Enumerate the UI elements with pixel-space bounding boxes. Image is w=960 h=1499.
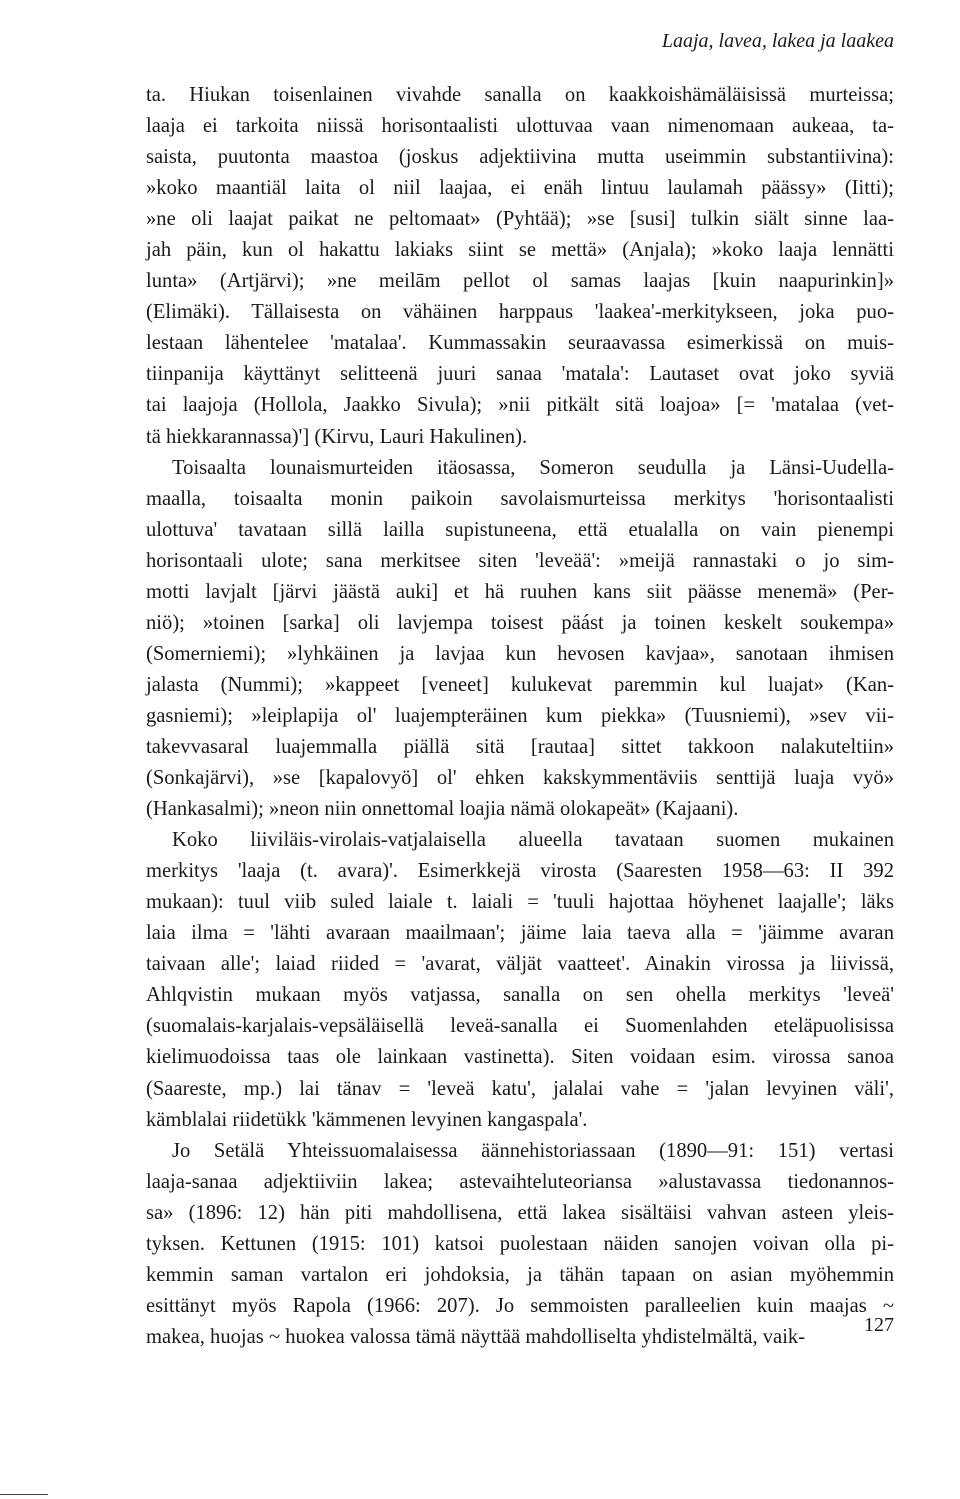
text-line: mukaan): tuul viib suled laiale t. laiali = 'tuuli hajottaa höyhenet laajalle'; läks xyxy=(146,891,894,914)
text-line: tyksen. Kettunen (1915: 101) katsoi puolestaan näiden sanojen voivan olla pi- xyxy=(146,1232,894,1255)
text-line: gasniemi); »leiplapija ol' luajempteräinen kum piekka» (Tuusniemi), »sev vii- xyxy=(146,704,894,727)
text-line: kämblalai riidetükk 'kämmenen levyinen kangaspala'. xyxy=(146,1108,588,1131)
text-line: »koko maantiäl laita ol niil laajaa, ei enäh lintuu laulamah päässy» (Iitti); xyxy=(146,177,894,200)
text-line: (Somerniemi); »lyhkäinen ja lavjaa kun hevosen kavjaa», sanotaan ihmisen xyxy=(146,642,894,665)
text-line: merkitys 'laaja (t. avara)'. Esimerkkejä virosta (Saaresten 1958—63: II 392 xyxy=(146,860,894,883)
text-line: (Elimäki). Tällaisesta on vähäinen harppaus 'laakea'-merkitykseen, joka puo- xyxy=(146,301,894,324)
text-line: (Sonkajärvi), »se [kapalovyö] ol' ehken kakskymmentäviis senttijä luaja vyö» xyxy=(146,767,894,790)
text-line: Koko liiviläis-virolais-vatjalaisella alueella tavataan suomen mukainen xyxy=(172,829,894,852)
text-line: laia ilma = 'lähti avaraan maailmaan'; jäime laia taeva alla = 'jäimme avaran xyxy=(146,922,894,945)
text-line: taivaan alle'; laiad riided = 'avarat, väljät vaatteet'. Ainakin virossa ja liivissä, xyxy=(146,953,894,976)
text-line: takevvasaral luajemmalla piällä sitä [rautaa] sittet takkoon nalakuteltiin» xyxy=(146,735,894,758)
text-line: tä hiekkarannassa)'] (Kirvu, Lauri Hakulinen). xyxy=(146,425,528,448)
page-number: 127 xyxy=(864,1314,894,1336)
text-line: kielimuodoissa taas ole lainkaan vastinetta). Siten voidaan esim. virossa sanoa xyxy=(146,1046,894,1069)
text-line: esittänyt myös Rapola (1966: 207). Jo semmoisten paralleelien kuin maajas ~ xyxy=(146,1294,894,1317)
body-text xyxy=(146,80,894,1353)
text-line: jalasta (Nummi); »kappeet [veneet] kulukevat paremmin kul luajat» (Kan- xyxy=(146,673,894,696)
running-header: Laaja, lavea, lakea ja laakea xyxy=(661,30,894,52)
text-line: (suomalais-karjalais-vepsäläisellä leveä-sanalla ei Suomenlahden eteläpuolisissa xyxy=(146,1015,894,1038)
text-line: Ahlqvistin mukaan myös vatjassa, sanalla on sen ohella merkitys 'leveä' xyxy=(146,984,894,1007)
text-line: saista, puutonta maastoa (joskus adjektiivina mutta useimmin substantiivina): xyxy=(146,146,894,169)
text-line: makea, huojas ~ huokea valossa tämä näyttää mahdolliselta yhdistelmältä, vaik- xyxy=(146,1325,806,1348)
text-line: tiinpanija käyttänyt selitteenä juuri sanaa 'matala': Lautaset ovat joko syviä xyxy=(146,363,894,386)
text-line: laaja-sanaa adjektiiviin lakea; astevaihteluteoriansa »alustavassa tiedonannos- xyxy=(146,1170,894,1193)
text-line: sa» (1896: 12) hän piti mahdollisena, että lakea sisältäisi vahvan asteen yleis- xyxy=(146,1201,894,1224)
text-line: Jo Setälä Yhteissuomalaisessa äännehistoriassaan (1890—91: 151) vertasi xyxy=(172,1139,894,1162)
text-line: kemmin saman vartalon eri johdoksia, ja tähän tapaan on asian myöhemmin xyxy=(146,1263,894,1286)
text-line: »ne oli laajat paikat ne peltomaat» (Pyhtää); »se [susi] tulkin siält sinne laa- xyxy=(146,208,894,231)
footer-rule xyxy=(0,1494,48,1495)
text-line: tai laajoja (Hollola, Jaakko Sivula); »nii pitkält sitä loajoa» [= 'matalaa (vet- xyxy=(146,394,894,417)
text-line: ta. Hiukan toisenlainen vivahde sanalla on kaakkoishämäläisissä murteissa; xyxy=(146,84,894,106)
text-line: laaja ei tarkoita niissä horisontaalisti ulottuvaa vaan nimenomaan aukeaa, ta- xyxy=(146,115,894,138)
text-line: horisontaali ulote; sana merkitsee siten 'leveää': »meijä rannastaki o jo sim- xyxy=(146,549,894,572)
text-line: jah päin, kun ol hakattu lakiaks siint se mettä» (Anjala); »koko laaja lennätti xyxy=(146,239,894,262)
text-line: (Saareste, mp.) lai tänav = 'leveä katu', jalalai vahe = 'jalan levyinen väli', xyxy=(146,1077,894,1100)
text-line: motti lavjalt [järvi jäästä auki] et hä ruuhen kans siit päässe menemä» (Per- xyxy=(146,580,894,603)
text-line: ulottuva' tavataan sillä lailla supistuneena, että etualalla on vain pienempi xyxy=(146,518,894,541)
text-line: maalla, toisaalta monin paikoin savolaismurteissa merkitys 'horisontaalisti xyxy=(146,487,894,510)
text-line: lestaan lähentelee 'matalaa'. Kummassakin seuraavassa esimerkissä on muis- xyxy=(146,332,894,355)
text-line: niö); »toinen [sarka] oli lavjempa toisest päást ja toinen keskelt soukempa» xyxy=(146,611,894,634)
text-line: Toisaalta lounaismurteiden itäosassa, Someron seudulla ja Länsi-Uudella- xyxy=(172,456,894,479)
text-line: (Hankasalmi); »neon niin onnettomal loajia nämä olokapeät» (Kajaani). xyxy=(146,798,739,821)
text-line: lunta» (Artjärvi); »ne meilām pellot ol samas laajas [kuin naapurinkin]» xyxy=(146,270,894,293)
